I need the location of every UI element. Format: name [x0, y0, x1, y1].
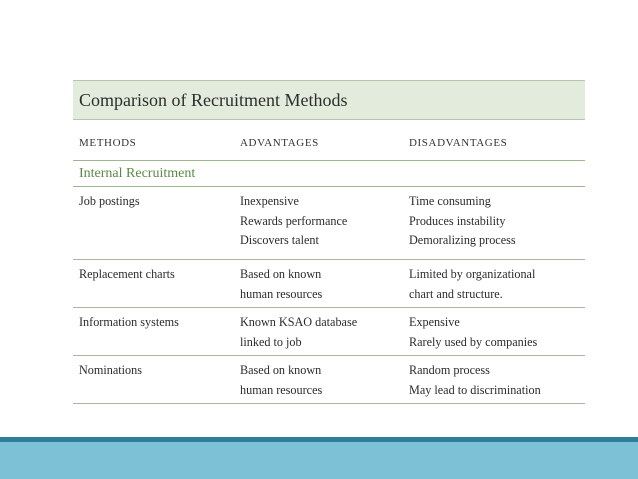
disadvantage-line: Limited by organizational [409, 267, 536, 281]
disadvantages-cell [405, 361, 585, 400]
table-row [73, 260, 585, 308]
advantage-line: Known KSAO database [240, 315, 358, 329]
method-cell: Job postings [79, 194, 140, 208]
advantage-line: human resources [240, 286, 323, 301]
advantages-cell [234, 361, 405, 400]
disadvantage-line: Rarely used by companies [409, 334, 538, 349]
method-cell: Replacement charts [79, 267, 175, 281]
disadvantage-line: Time consuming [409, 194, 491, 208]
table-header-row [73, 137, 585, 161]
table-row [73, 308, 585, 356]
disadvantages-cell [405, 265, 585, 304]
disadvantage-line: May lead to discrimination [409, 382, 541, 397]
recruitment-comparison-table [73, 80, 585, 404]
disadvantages-cell [405, 313, 585, 352]
method-cell: Information systems [79, 315, 179, 329]
disadvantage-line: Expensive [409, 315, 460, 329]
advantage-line: human resources [240, 382, 323, 397]
advantage-line: Based on known [240, 363, 322, 377]
header-methods: METHODS [79, 137, 137, 149]
disadvantage-line: Demoralizing process [409, 233, 516, 247]
footer-band [0, 442, 638, 479]
table-title: Comparison of Recruitment Methods [73, 80, 585, 120]
table-row [73, 187, 585, 260]
table-row [73, 356, 585, 404]
method-cell: Nominations [79, 363, 142, 377]
disadvantage-line: chart and structure. [409, 286, 503, 301]
header-disadvantages: DISADVANTAGES [409, 137, 508, 149]
advantages-cell [234, 313, 405, 352]
advantage-line: Discovers talent [240, 233, 319, 247]
advantage-line: Rewards performance [240, 213, 348, 228]
advantage-line: Inexpensive [240, 194, 299, 208]
advantage-line: linked to job [240, 334, 302, 349]
section-heading: Internal Recruitment [73, 161, 585, 187]
advantages-cell [234, 265, 405, 304]
disadvantage-line: Random process [409, 363, 490, 377]
advantages-cell [234, 192, 405, 256]
disadvantage-line: Produces instability [409, 213, 506, 228]
disadvantages-cell [405, 192, 585, 256]
advantage-line: Based on known [240, 267, 322, 281]
header-advantages: ADVANTAGES [240, 137, 319, 149]
